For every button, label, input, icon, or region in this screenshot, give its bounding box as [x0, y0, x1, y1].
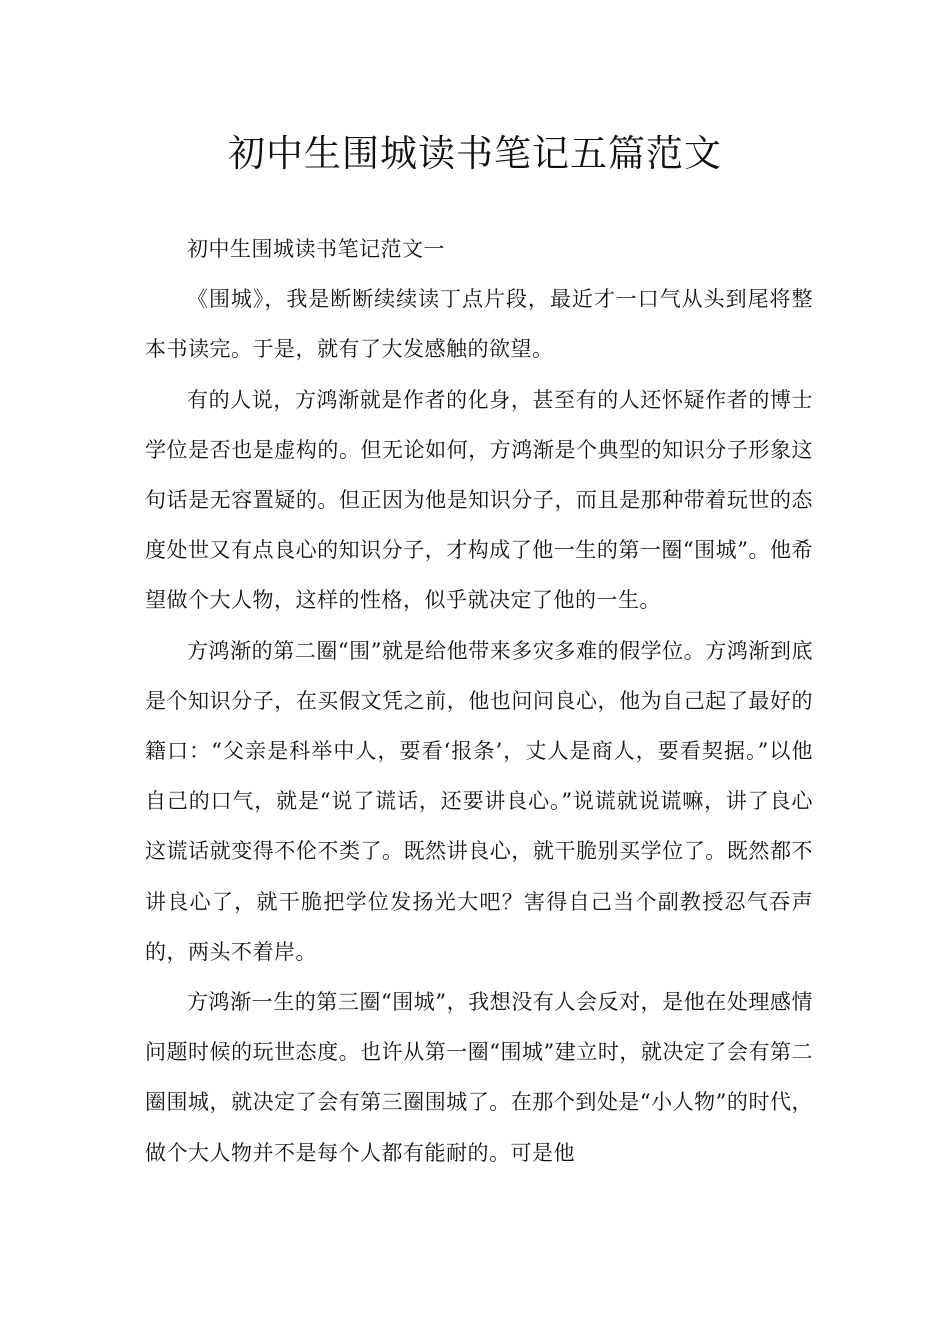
body-paragraph: 有的人说，方鸿渐就是作者的化身，甚至有的人还怀疑作者的博士学位是否也是虚构的。但无论如何，方鸿渐是个典型的知识分子形象这句话是无容置疑的。但正因为他是知识分子，而且是那种带着玩世的态度处世又有点良心的知识分子，才构成了他一生的第一圈“围城”。他希望做个大人物，这样的性格，似乎就决定了他的一生。 — [145, 387, 813, 613]
document-title: 初中生围城读书笔记五篇范文 — [228, 132, 722, 175]
document-body — [145, 224, 813, 1178]
body-paragraph: 《围城》，我是断断续续读丁点片段，最近才一口气从头到尾将整本书读完。于是，就有了大发感触的欲望。 — [145, 287, 813, 362]
body-paragraph: 方鸿渐的第二圈“围”就是给他带来多灾多难的假学位。方鸿渐到底是个知识分子，在买假文凭之前，他也问问良心，他为自己起了最好的籍口：“父亲是科举中人，要看‘报条’，丈人是商人，要看契据。”以他自己的口气，就是“说了谎话，还要讲良心。”说谎就说谎嘛，讲了良心这谎话就变得不伦不类了。既然讲良心，就干脆别买学位了。既然都不讲良心了，就干脆把学位发扬光大吧？害得自己当个副教授忍气吞声的，两头不着岸。 — [145, 638, 813, 964]
body-paragraph: 方鸿渐一生的第三圈“围城”，我想没有人会反对，是他在处理感情问题时候的玩世态度。也许从第一圈“围城”建立时，就决定了会有第二圈围城，就决定了会有第三圈围城了。在那个到处是“小人物”的时代，做个大人物并不是每个人都有能耐的。可是他 — [145, 990, 813, 1165]
section-heading: 初中生围城读书笔记范文一 — [187, 237, 445, 261]
